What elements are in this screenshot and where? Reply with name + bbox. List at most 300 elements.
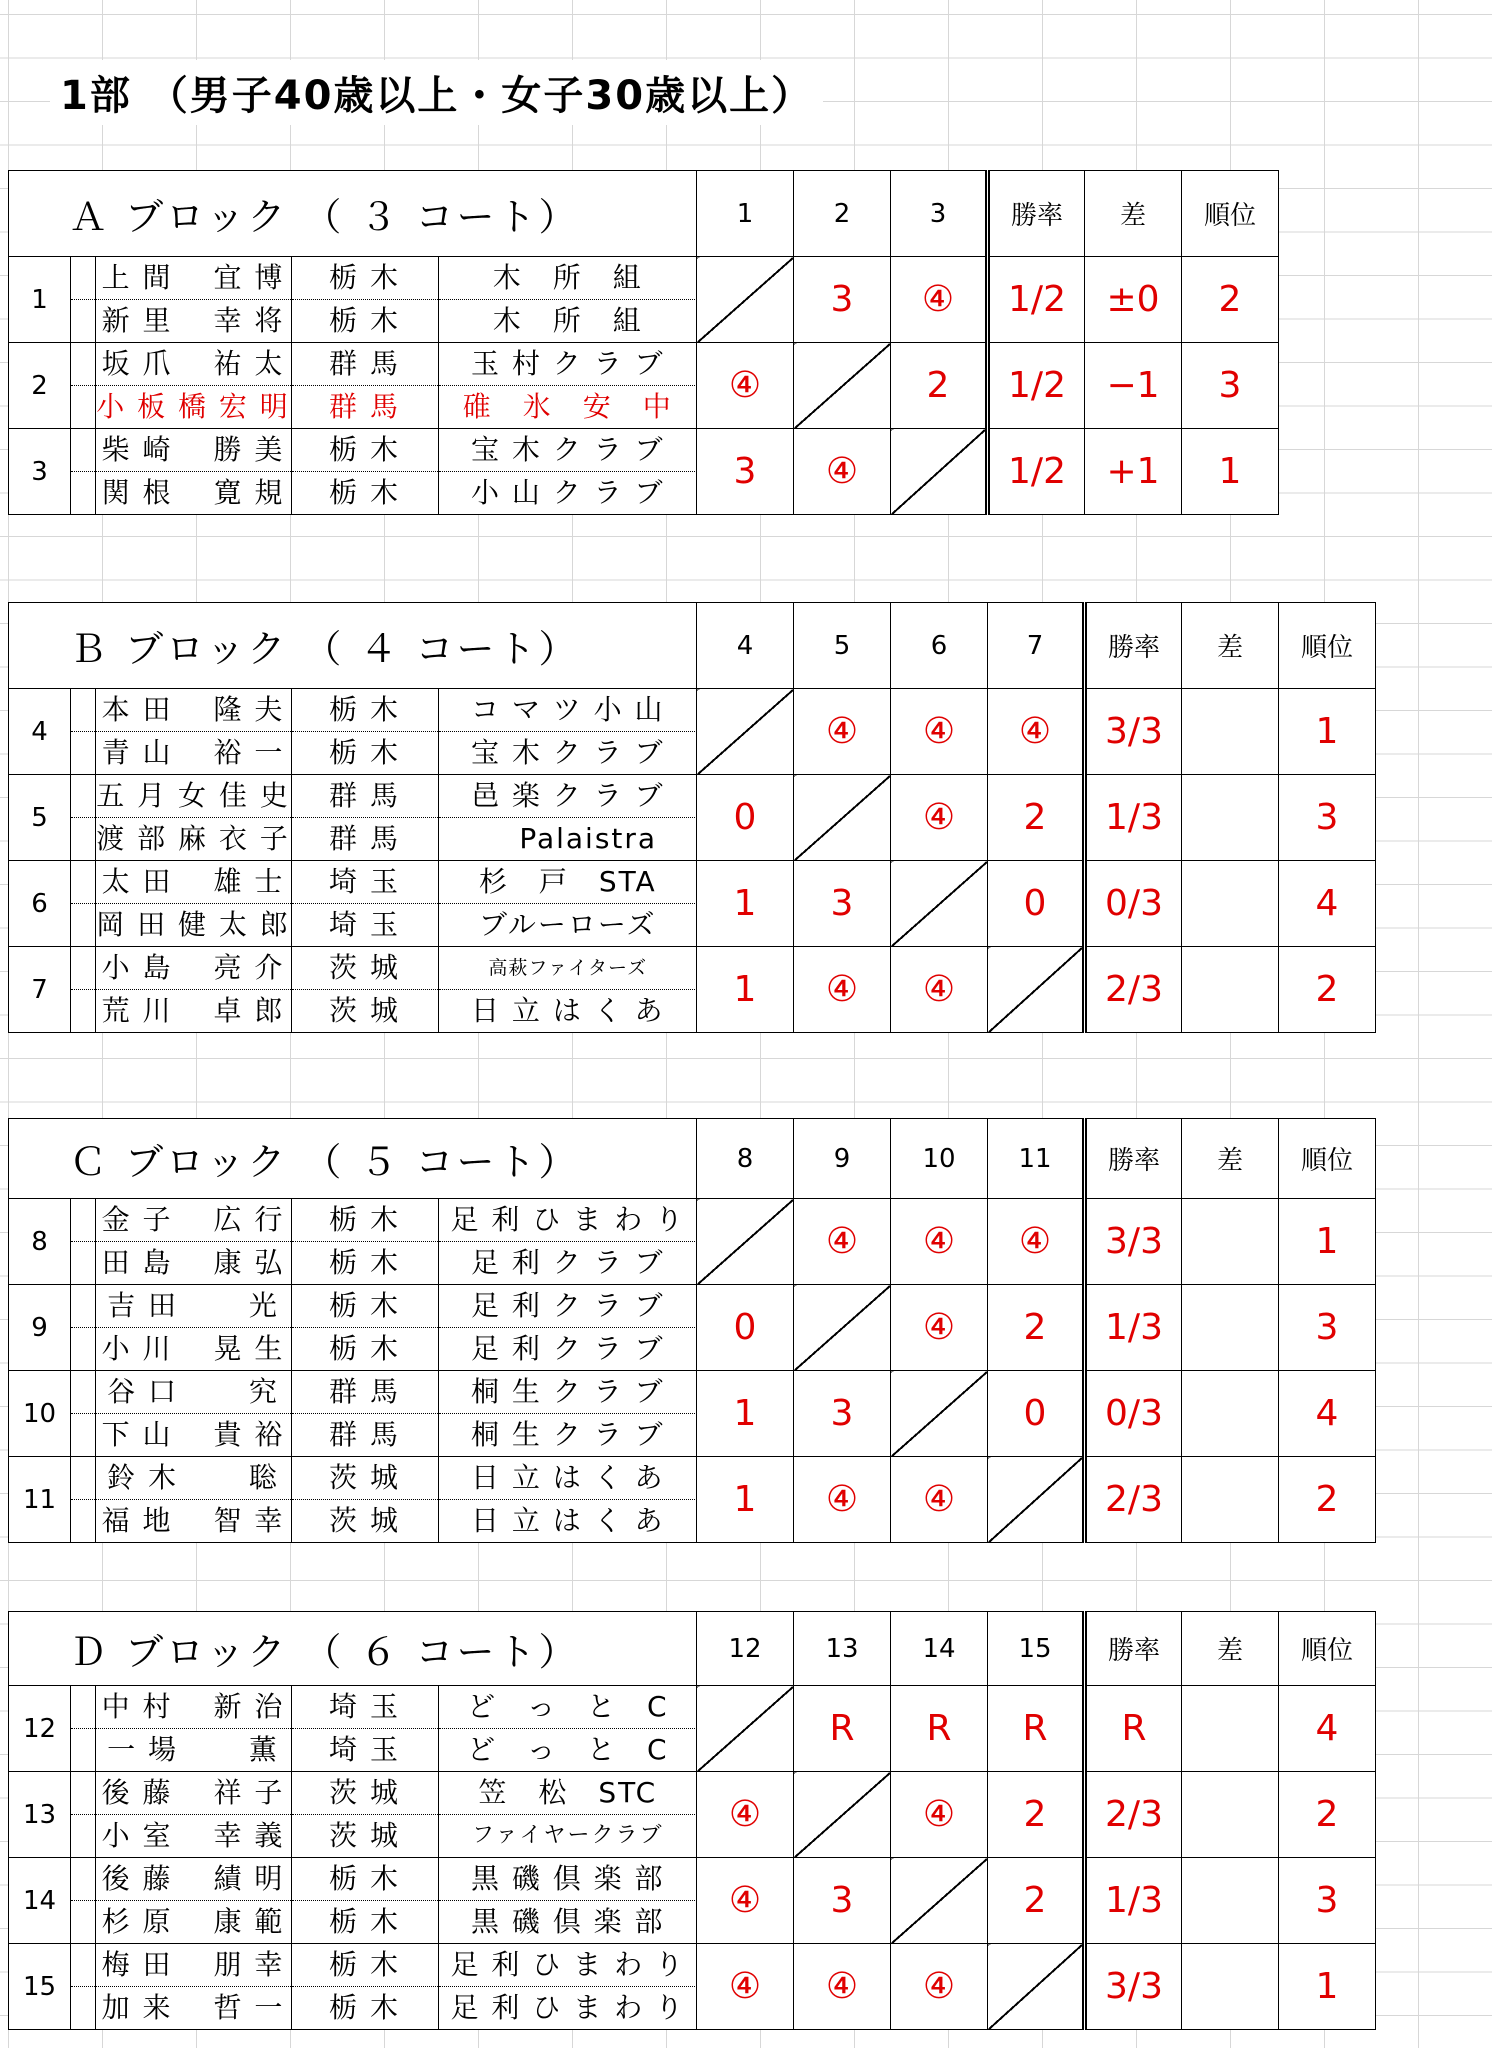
player-name: 上 間 宜 博 bbox=[95, 257, 291, 300]
player-club: ブルーローズ bbox=[479, 908, 657, 941]
pair-row bbox=[9, 1858, 1376, 1944]
match-result: 1 bbox=[697, 1371, 794, 1457]
point-diff: −1 bbox=[1085, 343, 1182, 429]
player-club: 足 利 ひ ま わ り bbox=[450, 1991, 685, 2024]
match-result: 2 bbox=[891, 343, 988, 429]
rank: 1 bbox=[1182, 429, 1279, 515]
rank: 2 bbox=[1279, 1457, 1376, 1543]
win-rate-header: 勝率 bbox=[1085, 603, 1182, 689]
player-prefecture: 群 馬 bbox=[291, 386, 438, 429]
win-rate: 1/2 bbox=[988, 257, 1085, 343]
pair-number: 9 bbox=[9, 1285, 71, 1371]
self-match-cell bbox=[697, 1686, 794, 1772]
player-prefecture: 群 馬 bbox=[291, 1371, 438, 1414]
match-result: R bbox=[988, 1686, 1085, 1772]
match-result: 2 bbox=[988, 1858, 1085, 1944]
match-result: ④ bbox=[891, 1944, 988, 2030]
player-club: ファイヤークラブ bbox=[471, 1823, 664, 1848]
point-diff bbox=[1182, 1371, 1279, 1457]
player-prefecture: 栃 木 bbox=[291, 472, 438, 515]
spacer bbox=[71, 818, 95, 861]
player-prefecture: 茨 城 bbox=[291, 947, 438, 990]
opponent-header: 12 bbox=[697, 1612, 794, 1686]
point-diff bbox=[1182, 1285, 1279, 1371]
match-result: ④ bbox=[794, 1199, 891, 1285]
spacer bbox=[71, 1242, 95, 1285]
player-name: 田 島 康 弘 bbox=[95, 1242, 291, 1285]
pair-players bbox=[71, 343, 697, 429]
player-club: ど っ と C bbox=[438, 1686, 697, 1729]
self-match-cell bbox=[891, 1858, 988, 1944]
rank: 4 bbox=[1279, 1686, 1376, 1772]
pair-players bbox=[71, 1858, 697, 1944]
player-club: 杉 戸 STA bbox=[438, 861, 697, 904]
point-diff bbox=[1182, 1944, 1279, 2030]
player-prefecture: 茨 城 bbox=[291, 1500, 438, 1543]
diff-header: 差 bbox=[1182, 1612, 1279, 1686]
rank: 2 bbox=[1279, 1772, 1376, 1858]
player-prefecture: 栃 木 bbox=[291, 1944, 438, 1987]
spacer bbox=[71, 1987, 95, 2030]
player-name: 谷 口 究 bbox=[95, 1371, 291, 1414]
spacer bbox=[71, 1500, 95, 1543]
player-name: 鈴 木 聡 bbox=[95, 1457, 291, 1500]
self-match-cell bbox=[697, 257, 794, 343]
player-club: 日 立 は く あ bbox=[438, 1457, 697, 1500]
player-prefecture: 栃 木 bbox=[291, 429, 438, 472]
self-match-cell bbox=[794, 1285, 891, 1371]
pair-row bbox=[9, 861, 1376, 947]
player-name: 後 藤 績 明 bbox=[95, 1858, 291, 1901]
spacer bbox=[71, 775, 95, 818]
player-club: 桐 生 ク ラ ブ bbox=[438, 1371, 697, 1414]
self-match-cell bbox=[794, 775, 891, 861]
opponent-header: 4 bbox=[697, 603, 794, 689]
player-name: 柴 崎 勝 美 bbox=[95, 429, 291, 472]
win-rate-header: 勝率 bbox=[1085, 1119, 1182, 1199]
player-prefecture: 茨 城 bbox=[291, 1772, 438, 1815]
player-club: 宝 木 ク ラ ブ bbox=[438, 429, 697, 472]
win-rate: 3/3 bbox=[1085, 1944, 1182, 2030]
pair-row bbox=[9, 1686, 1376, 1772]
self-match-cell bbox=[891, 429, 988, 515]
point-diff: +1 bbox=[1085, 429, 1182, 515]
player-prefecture: 栃 木 bbox=[291, 300, 438, 343]
pair-number: 5 bbox=[9, 775, 71, 861]
player-club: 笠 松 STC bbox=[438, 1772, 697, 1815]
block-title: Ｃ ブロック （ ５ コート） bbox=[9, 1119, 697, 1199]
spacer bbox=[71, 689, 95, 732]
player-club: 碓 氷 安 中 bbox=[462, 390, 673, 423]
block-title: Ｄ ブロック （ ６ コート） bbox=[9, 1612, 697, 1686]
player-prefecture: 栃 木 bbox=[291, 1199, 438, 1242]
player-prefecture: 栃 木 bbox=[291, 1858, 438, 1901]
point-diff: ±0 bbox=[1085, 257, 1182, 343]
point-diff bbox=[1182, 1199, 1279, 1285]
player-prefecture: 埼 玉 bbox=[291, 1729, 438, 1772]
pair-row bbox=[9, 1199, 1376, 1285]
rank: 1 bbox=[1279, 1944, 1376, 2030]
spacer bbox=[71, 990, 95, 1033]
rank-header: 順位 bbox=[1279, 1612, 1376, 1686]
player-prefecture: 栃 木 bbox=[291, 1328, 438, 1371]
block-table bbox=[8, 170, 1279, 515]
match-result: 3 bbox=[794, 861, 891, 947]
win-rate: 1/3 bbox=[1085, 1858, 1182, 1944]
player-club: 足 利 ク ラ ブ bbox=[470, 1332, 665, 1365]
player-name: 新 里 幸 将 bbox=[95, 300, 291, 343]
player-name: 太 田 雄 士 bbox=[95, 861, 291, 904]
pair-row bbox=[9, 947, 1376, 1033]
win-rate: 1/2 bbox=[988, 429, 1085, 515]
block-title: Ａ ブロック （ ３ コート） bbox=[9, 171, 697, 257]
pair-row bbox=[9, 1371, 1376, 1457]
player-prefecture: 栃 木 bbox=[291, 732, 438, 775]
match-result: ④ bbox=[891, 1772, 988, 1858]
match-result: ④ bbox=[697, 1772, 794, 1858]
rank: 1 bbox=[1279, 689, 1376, 775]
match-result: 0 bbox=[988, 1371, 1085, 1457]
page-title: 1部 （男子40歳以上・女子30歳以上） bbox=[50, 60, 823, 125]
pair-row bbox=[9, 429, 1279, 515]
player-name: 下 山 貴 裕 bbox=[95, 1414, 291, 1457]
spacer bbox=[71, 1457, 95, 1500]
spacer bbox=[71, 1901, 95, 1944]
opponent-header: 11 bbox=[988, 1119, 1085, 1199]
self-match-cell bbox=[794, 343, 891, 429]
pair-row bbox=[9, 257, 1279, 343]
match-result: ④ bbox=[891, 689, 988, 775]
diff-header: 差 bbox=[1085, 171, 1182, 257]
match-result: 2 bbox=[988, 1772, 1085, 1858]
pair-number: 7 bbox=[9, 947, 71, 1033]
player-prefecture: 栃 木 bbox=[291, 1901, 438, 1944]
pair-number: 3 bbox=[9, 429, 71, 515]
spacer bbox=[71, 1328, 95, 1371]
rank: 2 bbox=[1279, 947, 1376, 1033]
player-name: 小 島 亮 介 bbox=[95, 947, 291, 990]
match-result: ④ bbox=[891, 775, 988, 861]
player-prefecture: 群 馬 bbox=[291, 818, 438, 861]
match-result: 3 bbox=[697, 429, 794, 515]
rank: 3 bbox=[1279, 1285, 1376, 1371]
pair-number: 15 bbox=[9, 1944, 71, 2030]
player-club: Palaistra bbox=[478, 822, 658, 855]
pair-row bbox=[9, 689, 1376, 775]
player-club: 足 利 ひ ま わ り bbox=[438, 1944, 697, 1987]
win-rate: 3/3 bbox=[1085, 1199, 1182, 1285]
match-result: ④ bbox=[794, 689, 891, 775]
player-club: 日 立 は く あ bbox=[470, 994, 665, 1027]
point-diff bbox=[1182, 1686, 1279, 1772]
player-name: 青 山 裕 一 bbox=[95, 732, 291, 775]
win-rate: 3/3 bbox=[1085, 689, 1182, 775]
player-prefecture: 埼 玉 bbox=[291, 1686, 438, 1729]
player-name: 中 村 新 治 bbox=[95, 1686, 291, 1729]
player-prefecture: 茨 城 bbox=[291, 1457, 438, 1500]
diff-header: 差 bbox=[1182, 1119, 1279, 1199]
spacer bbox=[71, 1772, 95, 1815]
pair-players bbox=[71, 1944, 697, 2030]
spacer bbox=[71, 343, 95, 386]
player-prefecture: 栃 木 bbox=[291, 257, 438, 300]
player-club: 宝 木 ク ラ ブ bbox=[470, 736, 665, 769]
spacer bbox=[71, 300, 95, 343]
opponent-header: 8 bbox=[697, 1119, 794, 1199]
rank: 4 bbox=[1279, 1371, 1376, 1457]
spacer bbox=[71, 1944, 95, 1987]
block-table bbox=[8, 1118, 1376, 1543]
spacer bbox=[71, 1285, 95, 1328]
match-result: ④ bbox=[794, 1944, 891, 2030]
self-match-cell bbox=[891, 861, 988, 947]
rank: 3 bbox=[1279, 1858, 1376, 1944]
match-result: ④ bbox=[697, 1858, 794, 1944]
match-result: ④ bbox=[794, 1457, 891, 1543]
spacer bbox=[71, 386, 95, 429]
player-club: 小 山 ク ラ ブ bbox=[470, 476, 665, 509]
pair-number: 4 bbox=[9, 689, 71, 775]
match-result: ④ bbox=[891, 1457, 988, 1543]
player-name: 小 川 晃 生 bbox=[95, 1328, 291, 1371]
player-prefecture: 栃 木 bbox=[291, 689, 438, 732]
opponent-header: 2 bbox=[794, 171, 891, 257]
win-rate: 1/3 bbox=[1085, 775, 1182, 861]
win-rate: 2/3 bbox=[1085, 1772, 1182, 1858]
win-rate-header: 勝率 bbox=[1085, 1612, 1182, 1686]
match-result: 1 bbox=[697, 947, 794, 1033]
win-rate: 1/3 bbox=[1085, 1285, 1182, 1371]
player-prefecture: 群 馬 bbox=[291, 343, 438, 386]
pair-number: 6 bbox=[9, 861, 71, 947]
player-name: 渡 部 麻 衣 子 bbox=[95, 818, 291, 861]
match-result: ④ bbox=[697, 343, 794, 429]
win-rate-header: 勝率 bbox=[988, 171, 1085, 257]
player-name: 本 田 隆 夫 bbox=[95, 689, 291, 732]
player-club: 足 利 ひ ま わ り bbox=[438, 1199, 697, 1242]
player-club: 桐 生 ク ラ ブ bbox=[470, 1418, 665, 1451]
pair-players bbox=[71, 775, 697, 861]
pair-row bbox=[9, 343, 1279, 429]
player-club: 木 所 組 bbox=[438, 257, 697, 300]
player-prefecture: 群 馬 bbox=[291, 775, 438, 818]
point-diff bbox=[1182, 775, 1279, 861]
pair-players bbox=[71, 689, 697, 775]
pair-players bbox=[71, 1686, 697, 1772]
opponent-header: 1 bbox=[697, 171, 794, 257]
self-match-cell bbox=[988, 947, 1085, 1033]
pair-players bbox=[71, 861, 697, 947]
self-match-cell bbox=[794, 1772, 891, 1858]
pair-players bbox=[71, 257, 697, 343]
rank-header: 順位 bbox=[1279, 1119, 1376, 1199]
spacer bbox=[71, 1815, 95, 1858]
pair-number: 14 bbox=[9, 1858, 71, 1944]
player-club: 足 利 ク ラ ブ bbox=[470, 1246, 665, 1279]
pair-row bbox=[9, 1285, 1376, 1371]
opponent-header: 9 bbox=[794, 1119, 891, 1199]
opponent-header: 13 bbox=[794, 1612, 891, 1686]
opponent-header: 6 bbox=[891, 603, 988, 689]
point-diff bbox=[1182, 689, 1279, 775]
diff-header: 差 bbox=[1182, 603, 1279, 689]
spacer bbox=[71, 861, 95, 904]
match-result: ④ bbox=[891, 1199, 988, 1285]
pair-row bbox=[9, 775, 1376, 861]
match-result: 0 bbox=[988, 861, 1085, 947]
opponent-header: 7 bbox=[988, 603, 1085, 689]
block-table bbox=[8, 602, 1376, 1033]
pair-number: 1 bbox=[9, 257, 71, 343]
match-result: ④ bbox=[891, 1285, 988, 1371]
match-result: ④ bbox=[891, 257, 988, 343]
match-result: 2 bbox=[988, 775, 1085, 861]
match-result: R bbox=[794, 1686, 891, 1772]
match-result: 1 bbox=[697, 861, 794, 947]
pair-players bbox=[71, 947, 697, 1033]
spacer bbox=[71, 472, 95, 515]
self-match-cell bbox=[988, 1457, 1085, 1543]
win-rate: 0/3 bbox=[1085, 1371, 1182, 1457]
player-club: ど っ と C bbox=[466, 1733, 669, 1766]
win-rate: 2/3 bbox=[1085, 1457, 1182, 1543]
pair-number: 12 bbox=[9, 1686, 71, 1772]
player-prefecture: 栃 木 bbox=[291, 1285, 438, 1328]
point-diff bbox=[1182, 947, 1279, 1033]
spacer bbox=[71, 429, 95, 472]
point-diff bbox=[1182, 1772, 1279, 1858]
player-prefecture: 栃 木 bbox=[291, 1242, 438, 1285]
spacer bbox=[71, 1729, 95, 1772]
player-club: 木 所 組 bbox=[492, 304, 643, 337]
player-name: 杉 原 康 範 bbox=[95, 1901, 291, 1944]
player-name: 梅 田 朋 幸 bbox=[95, 1944, 291, 1987]
pair-row bbox=[9, 1457, 1376, 1543]
self-match-cell bbox=[697, 1199, 794, 1285]
match-result: R bbox=[891, 1686, 988, 1772]
spacer bbox=[71, 257, 95, 300]
player-name: 坂 爪 祐 太 bbox=[95, 343, 291, 386]
match-result: 3 bbox=[794, 257, 891, 343]
opponent-header: 5 bbox=[794, 603, 891, 689]
pair-players bbox=[71, 429, 697, 515]
spacer bbox=[71, 1414, 95, 1457]
player-prefecture: 埼 玉 bbox=[291, 904, 438, 947]
player-name: 岡 田 健 太 郎 bbox=[95, 904, 291, 947]
self-match-cell bbox=[697, 689, 794, 775]
player-club: コ マ ツ 小 山 bbox=[438, 689, 697, 732]
match-result: 2 bbox=[988, 1285, 1085, 1371]
opponent-header: 10 bbox=[891, 1119, 988, 1199]
block-table bbox=[8, 1611, 1376, 2030]
rank: 1 bbox=[1279, 1199, 1376, 1285]
player-club: 日 立 は く あ bbox=[470, 1504, 665, 1537]
opponent-header: 3 bbox=[891, 171, 988, 257]
win-rate: 0/3 bbox=[1085, 861, 1182, 947]
pair-number: 11 bbox=[9, 1457, 71, 1543]
player-prefecture: 茨 城 bbox=[291, 1815, 438, 1858]
pair-players bbox=[71, 1371, 697, 1457]
player-prefecture: 栃 木 bbox=[291, 1987, 438, 2030]
player-club: 足 利 ク ラ ブ bbox=[438, 1285, 697, 1328]
player-name: 小 室 幸 義 bbox=[95, 1815, 291, 1858]
player-name: 小 板 橋 宏 明 bbox=[95, 386, 291, 429]
spacer bbox=[71, 904, 95, 947]
block-title: Ｂ ブロック （ ４ コート） bbox=[9, 603, 697, 689]
opponent-header: 15 bbox=[988, 1612, 1085, 1686]
spacer bbox=[71, 732, 95, 775]
match-result: ④ bbox=[697, 1944, 794, 2030]
match-result: 3 bbox=[794, 1371, 891, 1457]
player-club: 邑 楽 ク ラ ブ bbox=[438, 775, 697, 818]
pair-number: 10 bbox=[9, 1371, 71, 1457]
match-result: 0 bbox=[697, 775, 794, 861]
player-name: 関 根 寛 規 bbox=[95, 472, 291, 515]
player-prefecture: 群 馬 bbox=[291, 1414, 438, 1457]
spacer bbox=[71, 1686, 95, 1729]
pair-row bbox=[9, 1772, 1376, 1858]
pair-number: 13 bbox=[9, 1772, 71, 1858]
rank: 3 bbox=[1182, 343, 1279, 429]
player-name: 金 子 広 行 bbox=[95, 1199, 291, 1242]
match-result: ④ bbox=[988, 689, 1085, 775]
match-result: ④ bbox=[891, 947, 988, 1033]
spacer bbox=[71, 1371, 95, 1414]
rank: 3 bbox=[1279, 775, 1376, 861]
point-diff bbox=[1182, 1457, 1279, 1543]
player-club: 黒 磯 倶 楽 部 bbox=[470, 1905, 665, 1938]
opponent-header: 14 bbox=[891, 1612, 988, 1686]
rank-header: 順位 bbox=[1182, 171, 1279, 257]
player-club: 黒 磯 倶 楽 部 bbox=[438, 1858, 697, 1901]
player-name: 福 地 智 幸 bbox=[95, 1500, 291, 1543]
pair-number: 2 bbox=[9, 343, 71, 429]
match-result: ④ bbox=[794, 947, 891, 1033]
self-match-cell bbox=[891, 1371, 988, 1457]
win-rate: 2/3 bbox=[1085, 947, 1182, 1033]
match-result: ④ bbox=[794, 429, 891, 515]
rank: 4 bbox=[1279, 861, 1376, 947]
pair-number: 8 bbox=[9, 1199, 71, 1285]
player-club: 玉 村 ク ラ ブ bbox=[438, 343, 697, 386]
spacer bbox=[71, 1858, 95, 1901]
self-match-cell bbox=[988, 1944, 1085, 2030]
spacer bbox=[71, 947, 95, 990]
spacer bbox=[71, 1199, 95, 1242]
match-result: 1 bbox=[697, 1457, 794, 1543]
player-prefecture: 埼 玉 bbox=[291, 861, 438, 904]
pair-players bbox=[71, 1772, 697, 1858]
pair-row bbox=[9, 1944, 1376, 2030]
pair-players bbox=[71, 1285, 697, 1371]
point-diff bbox=[1182, 861, 1279, 947]
win-rate: R bbox=[1085, 1686, 1182, 1772]
point-diff bbox=[1182, 1858, 1279, 1944]
player-name: 吉 田 光 bbox=[95, 1285, 291, 1328]
rank-header: 順位 bbox=[1279, 603, 1376, 689]
player-name: 五 月 女 佳 史 bbox=[95, 775, 291, 818]
win-rate: 1/2 bbox=[988, 343, 1085, 429]
player-club: 高萩ファイターズ bbox=[438, 947, 697, 990]
pair-players bbox=[71, 1199, 697, 1285]
rank: 2 bbox=[1182, 257, 1279, 343]
match-result: 3 bbox=[794, 1858, 891, 1944]
player-name: 後 藤 祥 子 bbox=[95, 1772, 291, 1815]
player-prefecture: 茨 城 bbox=[291, 990, 438, 1033]
player-name: 加 来 哲 一 bbox=[95, 1987, 291, 2030]
player-name: 荒 川 卓 郎 bbox=[95, 990, 291, 1033]
match-result: ④ bbox=[988, 1199, 1085, 1285]
